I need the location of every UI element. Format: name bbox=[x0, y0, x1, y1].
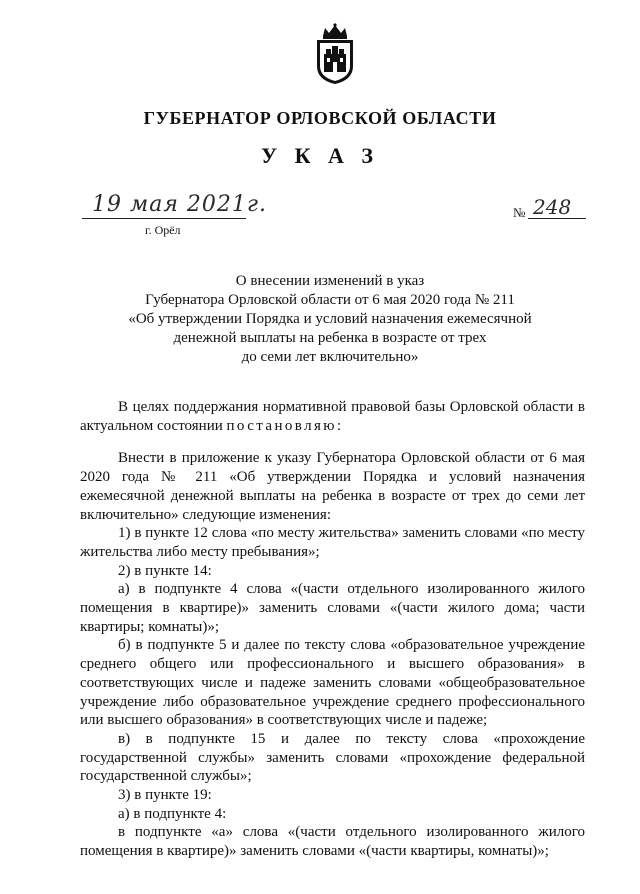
handwritten-date: 19 мая 2021г. bbox=[92, 192, 268, 217]
document-type-title: У К А З bbox=[260, 143, 380, 168]
body-paragraph: 2) в пункте 14: bbox=[118, 562, 212, 579]
preamble-paragraph bbox=[80, 398, 585, 435]
issuing-authority-title: ГУБЕРНАТОР ОРЛОВСКОЙ ОБЛАСТИ bbox=[143, 108, 497, 128]
preamble-text: В целях поддержания нормативной правовой базы Орловской области в актуальном состоянии bbox=[80, 399, 585, 434]
body-paragraph: а) в подпункте 4 слова «(части отдельного изолированного жилого помещения в квартире)» заменить словами «(части жилого дома; части квартиры; комнаты)»; bbox=[80, 581, 585, 635]
coat-of-arms-emblem bbox=[311, 22, 359, 86]
subject-line: «Об утверждении Порядка и условий назначения ежемесячной bbox=[128, 311, 532, 327]
preamble-end: : bbox=[336, 417, 342, 434]
subject-line: денежной выплаты на ребенка в возрасте от трех bbox=[173, 330, 487, 346]
body-paragraph: а) в подпункте 4: bbox=[118, 805, 227, 822]
body-paragraph: 1) в пункте 12 слова «по месту жительства» заменить словами «по месту жительства либо месту пребывания»; bbox=[80, 525, 585, 560]
number-underline bbox=[528, 218, 586, 219]
document-subject bbox=[80, 272, 580, 367]
body-paragraph: в подпункте «а» слова «(части отдельного изолированного жилого помещения в квартире)» заменить словами «(части квартиры, комнаты)»; bbox=[80, 824, 585, 860]
subject-line: Губернатора Орловской области от 6 мая 2020 года № 211 bbox=[145, 292, 515, 308]
handwritten-number: 248 bbox=[533, 195, 572, 219]
subject-line: до семи лет включительно» bbox=[241, 349, 419, 365]
preamble-keyword: постановляю bbox=[226, 417, 337, 434]
body-paragraph: б) в подпункте 5 и далее по тексту слова «образовательное учреждение среднего общего или профессионального и высшего образования» в соответствующих числе и падеже заменить словами «общеобразовательное учреждение либо образовательное учреждение среднего профессионального или высшего образования» в соответствующих числе и падеже; bbox=[80, 637, 585, 729]
body-paragraph: 3) в пункте 19: bbox=[118, 787, 212, 804]
subject-line: О внесении изменений в указ bbox=[235, 273, 425, 289]
number-label: № bbox=[513, 205, 526, 220]
body-paragraph: Внести в приложение к указу Губернатора Орловской области от 6 мая 2020 года № 211 «Об утверждении Порядка и условий назначения ежемесячной денежной выплаты на ребенка в возрасте от трех до семи лет включительно» следующие изменения: bbox=[80, 450, 585, 523]
document-body bbox=[80, 398, 585, 861]
body-paragraph: в) в подпункте 15 и далее по тексту слова «прохождение государственной службы» заменить словами «прохождение федеральной государственной службы»; bbox=[80, 730, 585, 785]
city-label: г. Орёл bbox=[145, 223, 181, 237]
date-underline bbox=[82, 218, 246, 219]
